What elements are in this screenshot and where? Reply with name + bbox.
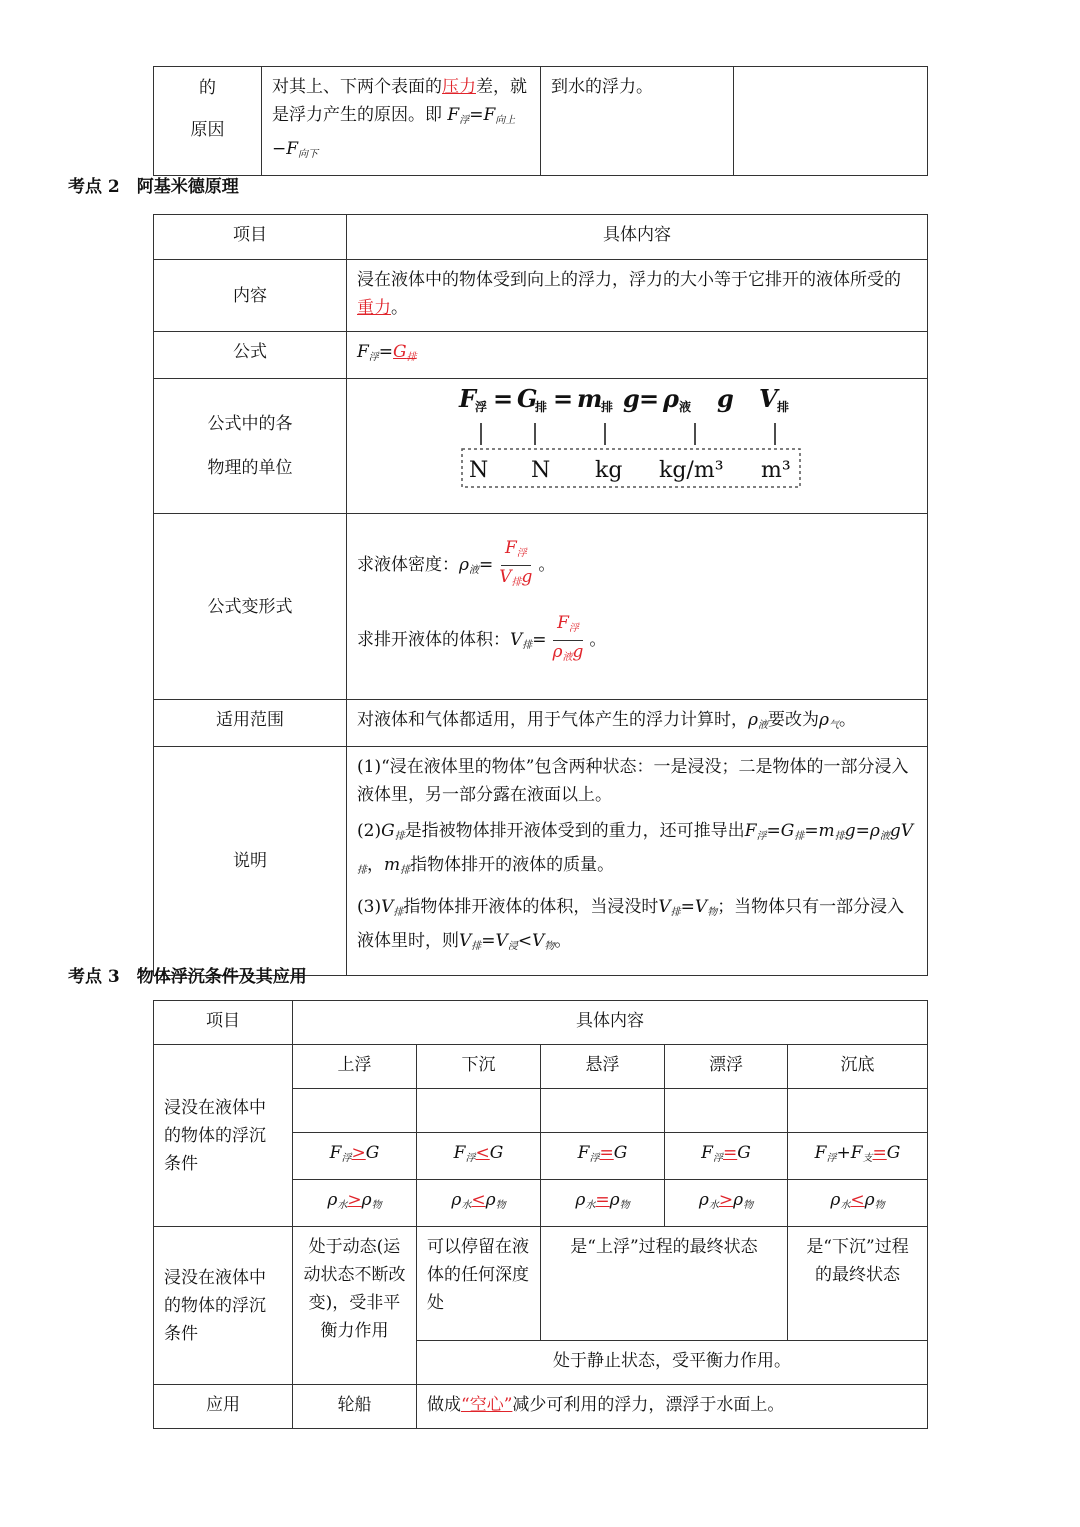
formula-buoyancy-cause: $F_浮=F_{向上}-F_{向下}$ bbox=[272, 105, 516, 160]
force-cond-rise: $F_浮>G$ bbox=[293, 1133, 417, 1180]
svg-text:ρ: ρ bbox=[663, 384, 679, 413]
svg-text:浮: 浮 bbox=[475, 400, 488, 414]
svg-text:=: = bbox=[553, 384, 574, 413]
svg-text:液: 液 bbox=[679, 400, 692, 414]
row-scope-text: 对液体和气体都适用，用于气体产生的浮力计算时，$\rho_液$要改为$\rho_气$。 bbox=[347, 700, 928, 747]
unit-kg-m3: kg/m³ bbox=[659, 458, 724, 483]
app-item: 轮船 bbox=[293, 1385, 417, 1429]
state-sink-desc: 是“下沉”过程的最终状态 bbox=[788, 1227, 928, 1341]
state-rise: 上浮 bbox=[293, 1045, 417, 1089]
header-content: 具体内容 bbox=[347, 215, 928, 260]
unit-kg: kg bbox=[595, 458, 623, 483]
density-cond-float: $\rho_水>\rho_物$ bbox=[665, 1180, 788, 1227]
svg-text:g: g bbox=[623, 384, 640, 413]
note-1: (1)“浸在液体里的物体”包含两种状态：一是浸没；二是物体的一部分浸入液体里，另一部分露在液面以上。 bbox=[357, 757, 909, 805]
row-variants bbox=[347, 514, 928, 700]
svg-text:排: 排 bbox=[535, 400, 548, 414]
blank-cell bbox=[665, 1089, 788, 1133]
cell-water-buoyancy: 到水的浮力。 bbox=[541, 67, 734, 176]
state-suspend-desc: 可以停留在液体的任何深度处 bbox=[417, 1227, 541, 1341]
app-label: 应用 bbox=[154, 1385, 293, 1429]
state-float-desc: 是“上浮”过程的最终状态 bbox=[541, 1227, 788, 1341]
row-content-label: 内容 bbox=[154, 260, 347, 332]
header-item: 项目 bbox=[154, 215, 347, 260]
svg-text:g: g bbox=[717, 384, 734, 413]
unit-n-1: N bbox=[469, 458, 489, 483]
note-2: $(2)G_排$是指被物体排开液体受到的重力，还可推导出$F_浮=G_排=m_排g=\rho_液gV_排$，$m_排$指物体排开的液体的质量。 bbox=[357, 821, 913, 876]
svg-text:G: G bbox=[517, 384, 538, 413]
state-bottom: 沉底 bbox=[788, 1045, 928, 1089]
density-cond-rise: $\rho_水>\rho_物$ bbox=[293, 1180, 417, 1227]
header-item: 项目 bbox=[154, 1001, 293, 1045]
section-3-title: 考点 3 物体浮沉条件及其应用 bbox=[68, 967, 307, 987]
row-content-text: 浸在液体中的物体受到向上的浮力，浮力的大小等于它排开的液体所受的重力。 bbox=[347, 260, 928, 332]
blank-cell bbox=[417, 1089, 541, 1133]
app-desc: 做成“空心”减少可利用的浮力，漂浮于水面上。 bbox=[417, 1385, 928, 1429]
unit-m3: m³ bbox=[761, 458, 791, 483]
red-answer-g-displaced: $G_排$ bbox=[393, 342, 417, 363]
cell-reason-label: 的 原因 bbox=[154, 67, 262, 176]
archimedes-table bbox=[153, 214, 928, 976]
force-cond-sink: $F_浮<G$ bbox=[417, 1133, 541, 1180]
cell-reason-text: 对其上、下两个表面的压力差，就是浮力产生的原因。即 $F_浮=F_{向上}-F_{向下}$ bbox=[262, 67, 541, 176]
svg-text:=: = bbox=[493, 384, 514, 413]
variant-density: 求液体密度：$\rho_液=$ $\frac{F_浮}{V_排g}$ 。 bbox=[357, 537, 556, 588]
state-label: 浸没在液体中的物体的浮沉条件 bbox=[154, 1227, 293, 1385]
unit-n-2: N bbox=[531, 458, 551, 483]
blank-cell bbox=[541, 1089, 665, 1133]
svg-text:排: 排 bbox=[601, 400, 614, 414]
density-cond-sink: $\rho_水<\rho_物$ bbox=[417, 1180, 541, 1227]
svg-text:V: V bbox=[759, 384, 778, 413]
state-dynamic: 处于动态(运动状态不断改变)，受非平衡力作用 bbox=[293, 1227, 417, 1385]
row-note-label: 说明 bbox=[154, 747, 347, 976]
row-units-label: 公式中的各 物理的单位 bbox=[154, 379, 347, 514]
state-suspend: 悬浮 bbox=[541, 1045, 665, 1089]
header-content: 具体内容 bbox=[293, 1001, 928, 1045]
cond-label: 浸没在液体中的物体的浮沉条件 bbox=[154, 1045, 293, 1227]
blank-cell bbox=[293, 1089, 417, 1133]
float-sink-table bbox=[153, 1000, 928, 1429]
units-diagram-cell bbox=[347, 379, 928, 514]
cell-empty bbox=[734, 67, 928, 176]
svg-text:F: F bbox=[459, 384, 477, 413]
svg-text:排: 排 bbox=[777, 400, 790, 414]
note-3: $(3)V_排$指物体排开液体的体积，当浸没时$V_排=V_物$；当物体只有一部分浸入液体里时，则$V_排=V_浸<V_物$。 bbox=[357, 897, 905, 952]
state-float: 漂浮 bbox=[665, 1045, 788, 1089]
svg-text:m: m bbox=[577, 384, 603, 413]
state-static-desc: 处于静止状态，受平衡力作用。 bbox=[417, 1341, 928, 1385]
red-answer-hollow: “空心” bbox=[461, 1395, 513, 1415]
row-scope-label: 适用范围 bbox=[154, 700, 347, 747]
row-formula-label: 公式 bbox=[154, 332, 347, 379]
red-answer-pressure: 压力 bbox=[442, 77, 476, 97]
row-notes bbox=[347, 747, 928, 976]
force-cond-suspend: $F_浮=G$ bbox=[541, 1133, 665, 1180]
blank-cell bbox=[788, 1089, 928, 1133]
density-cond-suspend: $\rho_水=\rho_物$ bbox=[541, 1180, 665, 1227]
variant-volume: 求排开液体的体积：$V_排=$ $\frac{F_浮}{\rho_液g}$ 。 bbox=[357, 612, 607, 663]
density-cond-bottom: $\rho_水<\rho_物$ bbox=[788, 1180, 928, 1227]
svg-text:=: = bbox=[639, 384, 660, 413]
top-table bbox=[153, 66, 928, 176]
force-cond-bottom: $F_浮+F_支=G$ bbox=[788, 1133, 928, 1180]
units-diagram bbox=[347, 379, 927, 513]
section-2-title: 考点 2 阿基米德原理 bbox=[68, 177, 239, 197]
state-sink: 下沉 bbox=[417, 1045, 541, 1089]
row-formula-text: $F_浮=G_排$ bbox=[347, 332, 928, 379]
row-variants-label: 公式变形式 bbox=[154, 514, 347, 700]
red-answer-gravity: 重力 bbox=[357, 298, 391, 318]
force-cond-float: $F_浮=G$ bbox=[665, 1133, 788, 1180]
